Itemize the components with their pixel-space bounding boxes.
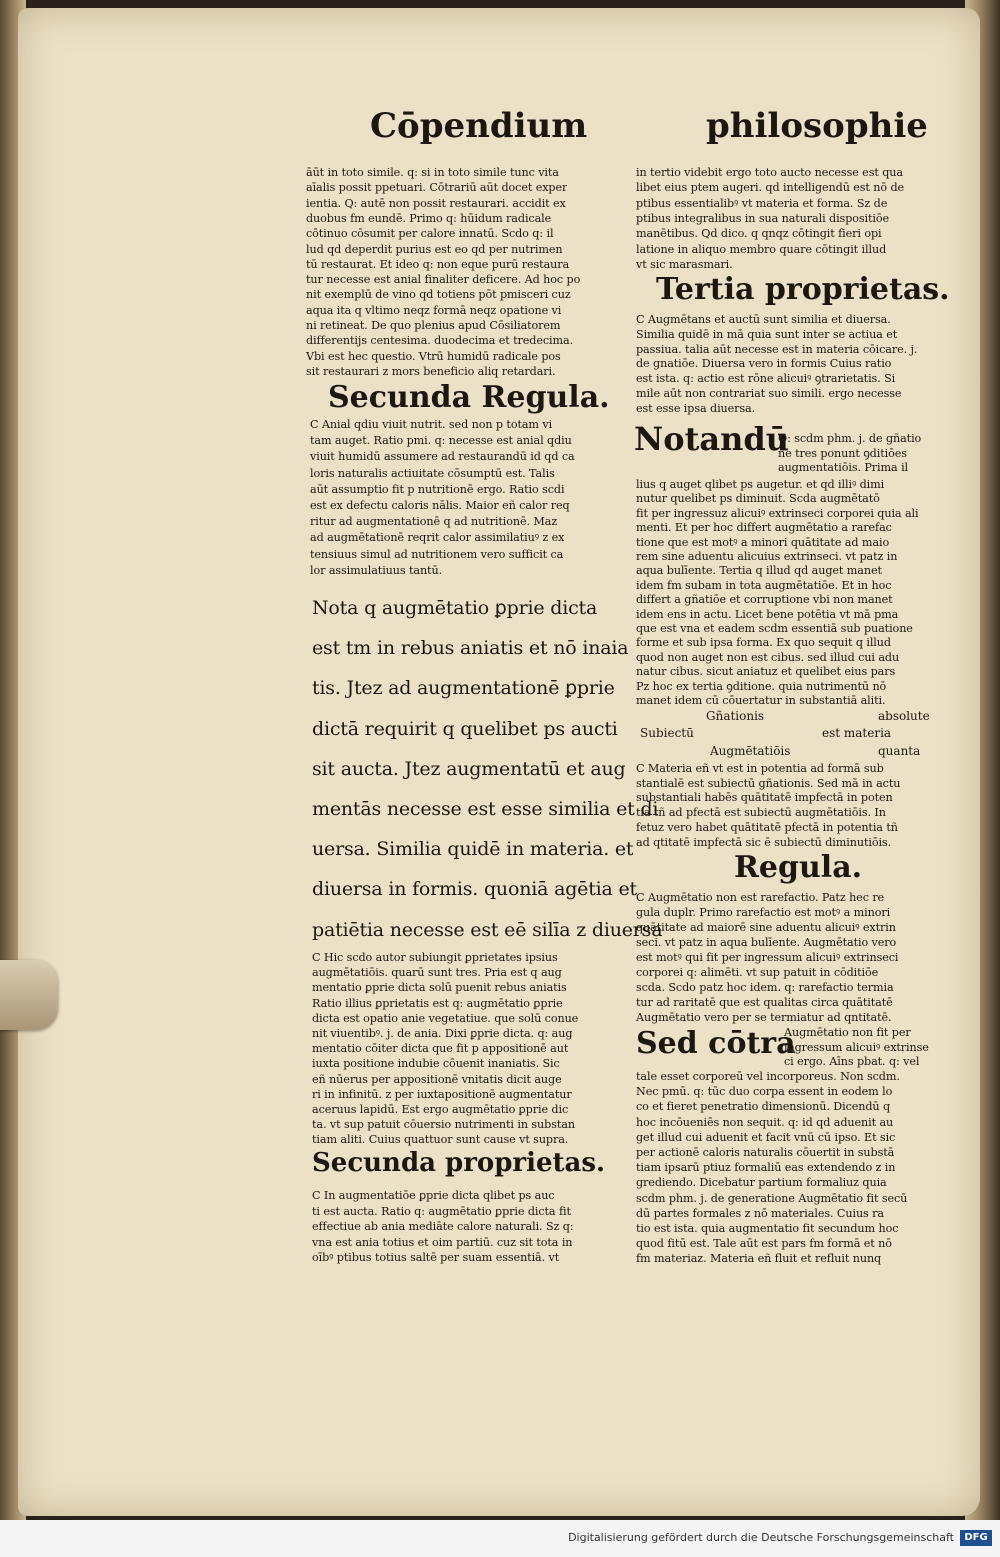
- text-line: mentatio cōiter dicta que fit p appositionē aut: [312, 1042, 569, 1056]
- text-line: tiam ipsarū ptiuz formaliū eas extendendo z in: [636, 1161, 896, 1175]
- table-row1-left: Gñationis: [706, 709, 765, 723]
- text-line: Vbi est hec questio. Vtrū humidū radicale pos: [306, 349, 561, 363]
- text-line: C In augmentatiōe ꝑprie dicta qlibet ps auc: [312, 1189, 555, 1202]
- text-line: oībꝰ ptibus totius saltē per suam essentiā. vt: [312, 1251, 560, 1264]
- text-line: dictā requirit q quelibet ps aucti: [312, 717, 618, 740]
- text-line: est tm in rebus aniatis et nō inaia: [312, 637, 629, 660]
- text-line: dū partes formales z nō materiales. Cuius ra: [636, 1206, 884, 1220]
- text-line: quod fitū est. Tale aūt est pars fm formā et nō: [636, 1237, 892, 1251]
- text-line: tur necesse est anial finaliter deficere. Ad hoc po: [306, 273, 581, 287]
- text-line: āūt in toto simile. q: si in toto simile tunc vita: [306, 166, 559, 179]
- text-line: tam auget. Ratio pmi. q: necesse est anial qdiu: [310, 434, 572, 448]
- text-line: ingressum alicuiꝰ extrinse: [784, 1040, 929, 1054]
- text-line: tū restaurat. Et ideo q: non eque purū restaura: [306, 257, 570, 271]
- text-line: tiam aliti. Cuius quattuor sunt cause vt supra.: [312, 1133, 569, 1147]
- text-line: Pz hoc ex tertia ꝯditione. quia nutrimentū nō: [636, 679, 887, 693]
- text-line: gula duplr. Primo rarefactio est motꝰ a minori: [636, 906, 891, 919]
- text-line: scda. Scdo patz hoc idem. q: rarefactio termia: [636, 981, 894, 994]
- text-line: seci. vt patz in aqua bulīente. Augmētatio vero: [636, 936, 897, 949]
- text-line: viuit humidū assumere ad restaurandū id qd ca: [310, 450, 575, 464]
- text-line: est ista. q: actio est rōne alicuiꝰ ꝯtrarietatis. Si: [636, 372, 896, 386]
- text-line: tale esset corporeū vel incorporeus. Non scdm.: [636, 1070, 900, 1083]
- text-line: ptibus essentialibꝰ vt materia et forma. Sz de: [636, 196, 888, 210]
- text-line: vt sic marasmari.: [636, 257, 733, 271]
- text-line: mile aūt non contrariat suo simili. ergo necesse: [636, 387, 902, 400]
- text-line: lius q auget qlibet ps augetur. et qd illiꝰ dimi: [636, 478, 885, 491]
- text-line: tia tñ ad pfectā est subiectū augmētatiōis. In: [636, 806, 886, 820]
- text-line: in tertio videbit ergo toto aucto necesse est qua: [636, 166, 903, 179]
- text-line: Augmētatio vero per se termiatur ad qntitatē.: [636, 1011, 892, 1024]
- book-clasp: [0, 960, 58, 1030]
- text-line: C Augmētans et auctū sunt similia et diuersa.: [636, 313, 891, 326]
- text-line: ta. vt sup patuit cōuersio nutrimenti in substan: [312, 1118, 575, 1132]
- text-line: manet idem cū cōuertatur in substantiā aliti.: [636, 694, 886, 707]
- running-head-right: philosophie: [706, 106, 928, 146]
- right-text-block-tertia: [636, 313, 936, 417]
- table-row1-right: absolute: [878, 709, 930, 723]
- text-line: tur ad raritatē que est qualitas circa quātitatē: [636, 996, 893, 1009]
- text-line: duobus fm eundē. Primo q: hūidum radicale: [306, 211, 552, 225]
- text-line: nutur quelibet ps diminuit. Scda augmētatō: [636, 492, 880, 506]
- text-line: ci ergo. Aīns pbat. q: vel: [784, 1055, 920, 1068]
- text-line: lor assimulatiuus tantū.: [310, 563, 443, 577]
- footer-bar: [0, 1520, 1000, 1557]
- text-line: differentijs centesima. duodecima et tredecima.: [306, 334, 574, 348]
- text-line: menti. Et per hoc differt augmētatio a rarefac: [636, 521, 892, 535]
- table-row2-right: est materia: [822, 726, 892, 740]
- text-line: corporei q: alimēti. vt sup patuit in cōditiōe: [636, 966, 879, 979]
- text-line: stantialē est subiectū gñationis. Sed mā in actu: [636, 776, 901, 790]
- text-line: mentās necesse est esse similia et di: [312, 798, 659, 820]
- text-line: Ratio illius ꝑprietatis est q: augmētatio ꝑprie: [312, 996, 563, 1010]
- heading-sed-contra: Sed cōtra: [636, 1026, 796, 1061]
- running-head-left: Cōpendium: [370, 106, 588, 146]
- text-line: aceruus lapidū. Est ergo augmētatio ꝑprie dic: [312, 1103, 569, 1116]
- text-line: per actionē caloris naturalis cōuertit in substā: [636, 1146, 895, 1159]
- text-line: de gnatiōe. Diuersa vero in formis Cuius ratio: [636, 357, 892, 371]
- text-line: est esse ipsa diuersa.: [636, 401, 756, 415]
- text-line: C Hic scdo autor subiungit ꝑprietates ipsius: [312, 951, 558, 964]
- text-line: patiētia necesse est eē silīa z diuersa: [312, 918, 663, 941]
- text-line: vna est ania totius et oim partiū. cuz sit tota in: [312, 1235, 573, 1249]
- heading-secunda-regula: Secunda Regula.: [328, 380, 610, 415]
- text-line: differt a gñatiōe et corruptione vbi non manet: [636, 593, 893, 607]
- text-line: fm materiaz. Materia eñ fluit et refluit nunq: [636, 1252, 882, 1266]
- text-line: cōtinuo cōsumit per calore innatū. Scdo q: il: [306, 227, 554, 241]
- footer-credit: Digitalisierung gefördert durch die Deutsche Forschungsgemeinschaft: [568, 1531, 954, 1544]
- text-line: dicta est opatio anie vegetatiue. que solū conue: [312, 1011, 579, 1025]
- text-line: Nec pmū. q: tūc duo corpa essent in eodem lo: [636, 1085, 893, 1099]
- text-line: forme et sub ipsa forma. Ex quo sequit q illud: [636, 636, 891, 650]
- heading-secunda-proprietas: Secunda proprietas.: [312, 1148, 606, 1178]
- text-line: uersa. Similia quidē in materia. et: [312, 838, 634, 861]
- left-text-block-nota: [312, 588, 663, 950]
- left-text-block-bottom: [312, 1188, 608, 1266]
- text-line: ptibus integralibus in sua naturali dispositiōe: [636, 211, 890, 225]
- text-line: tis. Jtez ad augmentationē ꝑprie: [312, 677, 615, 700]
- text-line: ti est aucta. Ratio q: augmētatio ꝑprie dicta fit: [312, 1204, 571, 1218]
- text-line: Q: scdm phm. j. de gñatio: [778, 432, 922, 445]
- left-text-block-mid: [312, 950, 608, 1148]
- text-line: est motꝰ qui fit per ingressum alicuiꝰ extrinseci: [636, 951, 899, 964]
- text-line: sit restaurari z mors beneficio aliq retardari.: [306, 364, 556, 378]
- right-text-block-regula: [636, 890, 936, 1025]
- text-line: idem ens in actu. Licet bene potētia vt mā pma: [636, 607, 899, 621]
- text-line: nit viuentibꝰ. j. de ania. Dixi ꝑprie dicta. q: aug: [312, 1027, 573, 1040]
- text-line: augmentatiōis. Prima il: [778, 461, 909, 474]
- text-line: get illud cui aduenit et facit vnū cū ipso. Et sic: [636, 1130, 896, 1144]
- text-line: loris naturalis actiuitate cōsumptū est. Talis: [310, 466, 555, 480]
- heading-regula: Regula.: [734, 850, 863, 885]
- right-text-block-materia: [636, 762, 936, 850]
- text-line: hoc incōueniēs non sequit. q: id qd aduenit au: [636, 1115, 894, 1129]
- text-line: idem fm subam in tota augmētatiōe. Et in hoc: [636, 578, 892, 592]
- text-line: fit per ingressuz alicuiꝰ extrinseci corporei quia ali: [636, 506, 919, 520]
- text-line: ad qtitatē impfectā sic ē subiectū diminutiōis.: [636, 835, 892, 849]
- text-line: eñ nūerus per appositionē vnitatis dicit auge: [312, 1072, 562, 1086]
- text-line: ientia. Q: autē non possit restaurari. accidit ex: [306, 196, 566, 210]
- text-line: co et fieret penetratio dimensionū. Dicendū q: [636, 1100, 891, 1114]
- right-text-block-sed: [636, 1069, 936, 1267]
- text-line: aūt assumptio fit p nutritionē ergo. Ratio scdi: [310, 482, 565, 496]
- right-text-block-sed-side: [784, 1026, 940, 1070]
- right-text-block-notandu: [636, 478, 936, 708]
- text-line: fetuz vero habet quātitatē pfectā in potentia tñ: [636, 820, 898, 834]
- text-line: aqua ita q vltimo neqz formā neqz opatione vi: [306, 303, 562, 317]
- text-line: latione in aliquo membro quare cōtingit illud: [636, 242, 887, 256]
- text-line: quātitate ad maiorē sine aduentu alicuiꝰ extrin: [636, 921, 896, 934]
- text-line: effectiue ab ania mediāte calore naturali. Sz q:: [312, 1220, 574, 1233]
- left-text-block-top: [306, 165, 606, 379]
- dfg-logo: DFG: [960, 1530, 992, 1546]
- text-line: augmētatiōis. quarū sunt tres. Pria est q aug: [312, 966, 562, 980]
- text-line: manētibus. Qd dico. q qnqz cōtingit fieri opi: [636, 227, 882, 241]
- table-row2-left: Subiectū: [640, 726, 694, 740]
- right-text-block-notandu-side: [778, 432, 938, 476]
- text-line: tione que est motꝰ a minori quātitate ad maio: [636, 535, 890, 549]
- text-line: natur cibus. sicut aniatuz et quelibet eius pars: [636, 665, 896, 679]
- text-line: grediendo. Dicebatur partium formaliuz quia: [636, 1176, 887, 1190]
- text-line: mentatio ꝑprie dicta solū puenit rebus aniatis: [312, 981, 567, 995]
- text-line: ri in infinitū. z per iuxtapositionē augmentatur: [312, 1087, 572, 1101]
- text-line: Augmētatio non fit per: [784, 1026, 911, 1039]
- text-line: diuersa in formis. quoniā agētia et: [312, 878, 637, 901]
- text-line: aqua bulīente. Tertia q illud qd auget manet: [636, 564, 882, 578]
- text-line: ritur ad augmentationē q ad nutritionē. Maz: [310, 515, 558, 529]
- table-row3-right: quanta: [878, 744, 921, 758]
- text-line: scdm phm. j. de generatione Augmētatio fit secū: [636, 1191, 908, 1205]
- text-line: ad augmētationē reqrit calor assimilatiuꝰ z ex: [310, 531, 565, 545]
- heading-notandu: Notandū: [634, 420, 790, 458]
- text-line: substantiali habēs quātitatē impfectā in poten: [636, 791, 893, 805]
- text-line: quod non auget non est cibus. sed illud cui adu: [636, 650, 900, 664]
- text-line: C Augmētatio non est rarefactio. Patz hec re: [636, 891, 885, 904]
- text-line: tio est ista. quia augmentatio fit secundum hoc: [636, 1222, 899, 1235]
- text-line: Nota q augmētatio ꝑprie dicta: [312, 597, 598, 619]
- text-line: rem sine aduentu alicuius extrinseci. vt patz in: [636, 550, 898, 563]
- text-line: ne tres ponunt ꝯditiōes: [778, 446, 907, 460]
- text-line: C Anial qdiu viuit nutrit. sed non p totam vi: [310, 418, 553, 431]
- text-line: Similia quidē in mā quia sunt inter se actiua et: [636, 327, 898, 341]
- heading-tertia-proprietas: Tertia proprietas.: [656, 272, 950, 307]
- text-line: libet eius ptem augeri. qd intelligendū est nō de: [636, 181, 905, 195]
- text-line: passiua. talia aūt necesse est in materia cōicare. j.: [636, 342, 918, 356]
- text-line: tensiuus simul ad nutritionem vero sufficit ca: [310, 547, 564, 561]
- text-line: sit aucta. Jtez augmentatū et aug: [312, 757, 626, 780]
- left-text-block-regula: [310, 417, 606, 579]
- text-line: que est vna et eadem scdm essentiā sub puatione: [636, 622, 913, 635]
- text-line: lud qd deperdit purius est eo qd per nutrimen: [306, 242, 563, 256]
- right-text-block-top: [636, 165, 936, 272]
- text-line: aīalis possit ppetuari. Cōtrariū aūt docet exper: [306, 181, 568, 195]
- table-row3-left: Augmētatiōis: [710, 744, 791, 758]
- text-line: nit exemplū de vino qd totiens pōt pmisceri cuz: [306, 288, 571, 302]
- text-line: C Materia eñ vt est in potentia ad formā sub: [636, 762, 884, 775]
- text-line: ni retineat. De quo plenius apud Cōsiliatorem: [306, 319, 561, 332]
- text-line: iuxta positione indubie cōuenit inaniatis. Sic: [312, 1057, 560, 1071]
- text-line: est ex defectu caloris nālis. Maior eñ calor req: [310, 499, 570, 512]
